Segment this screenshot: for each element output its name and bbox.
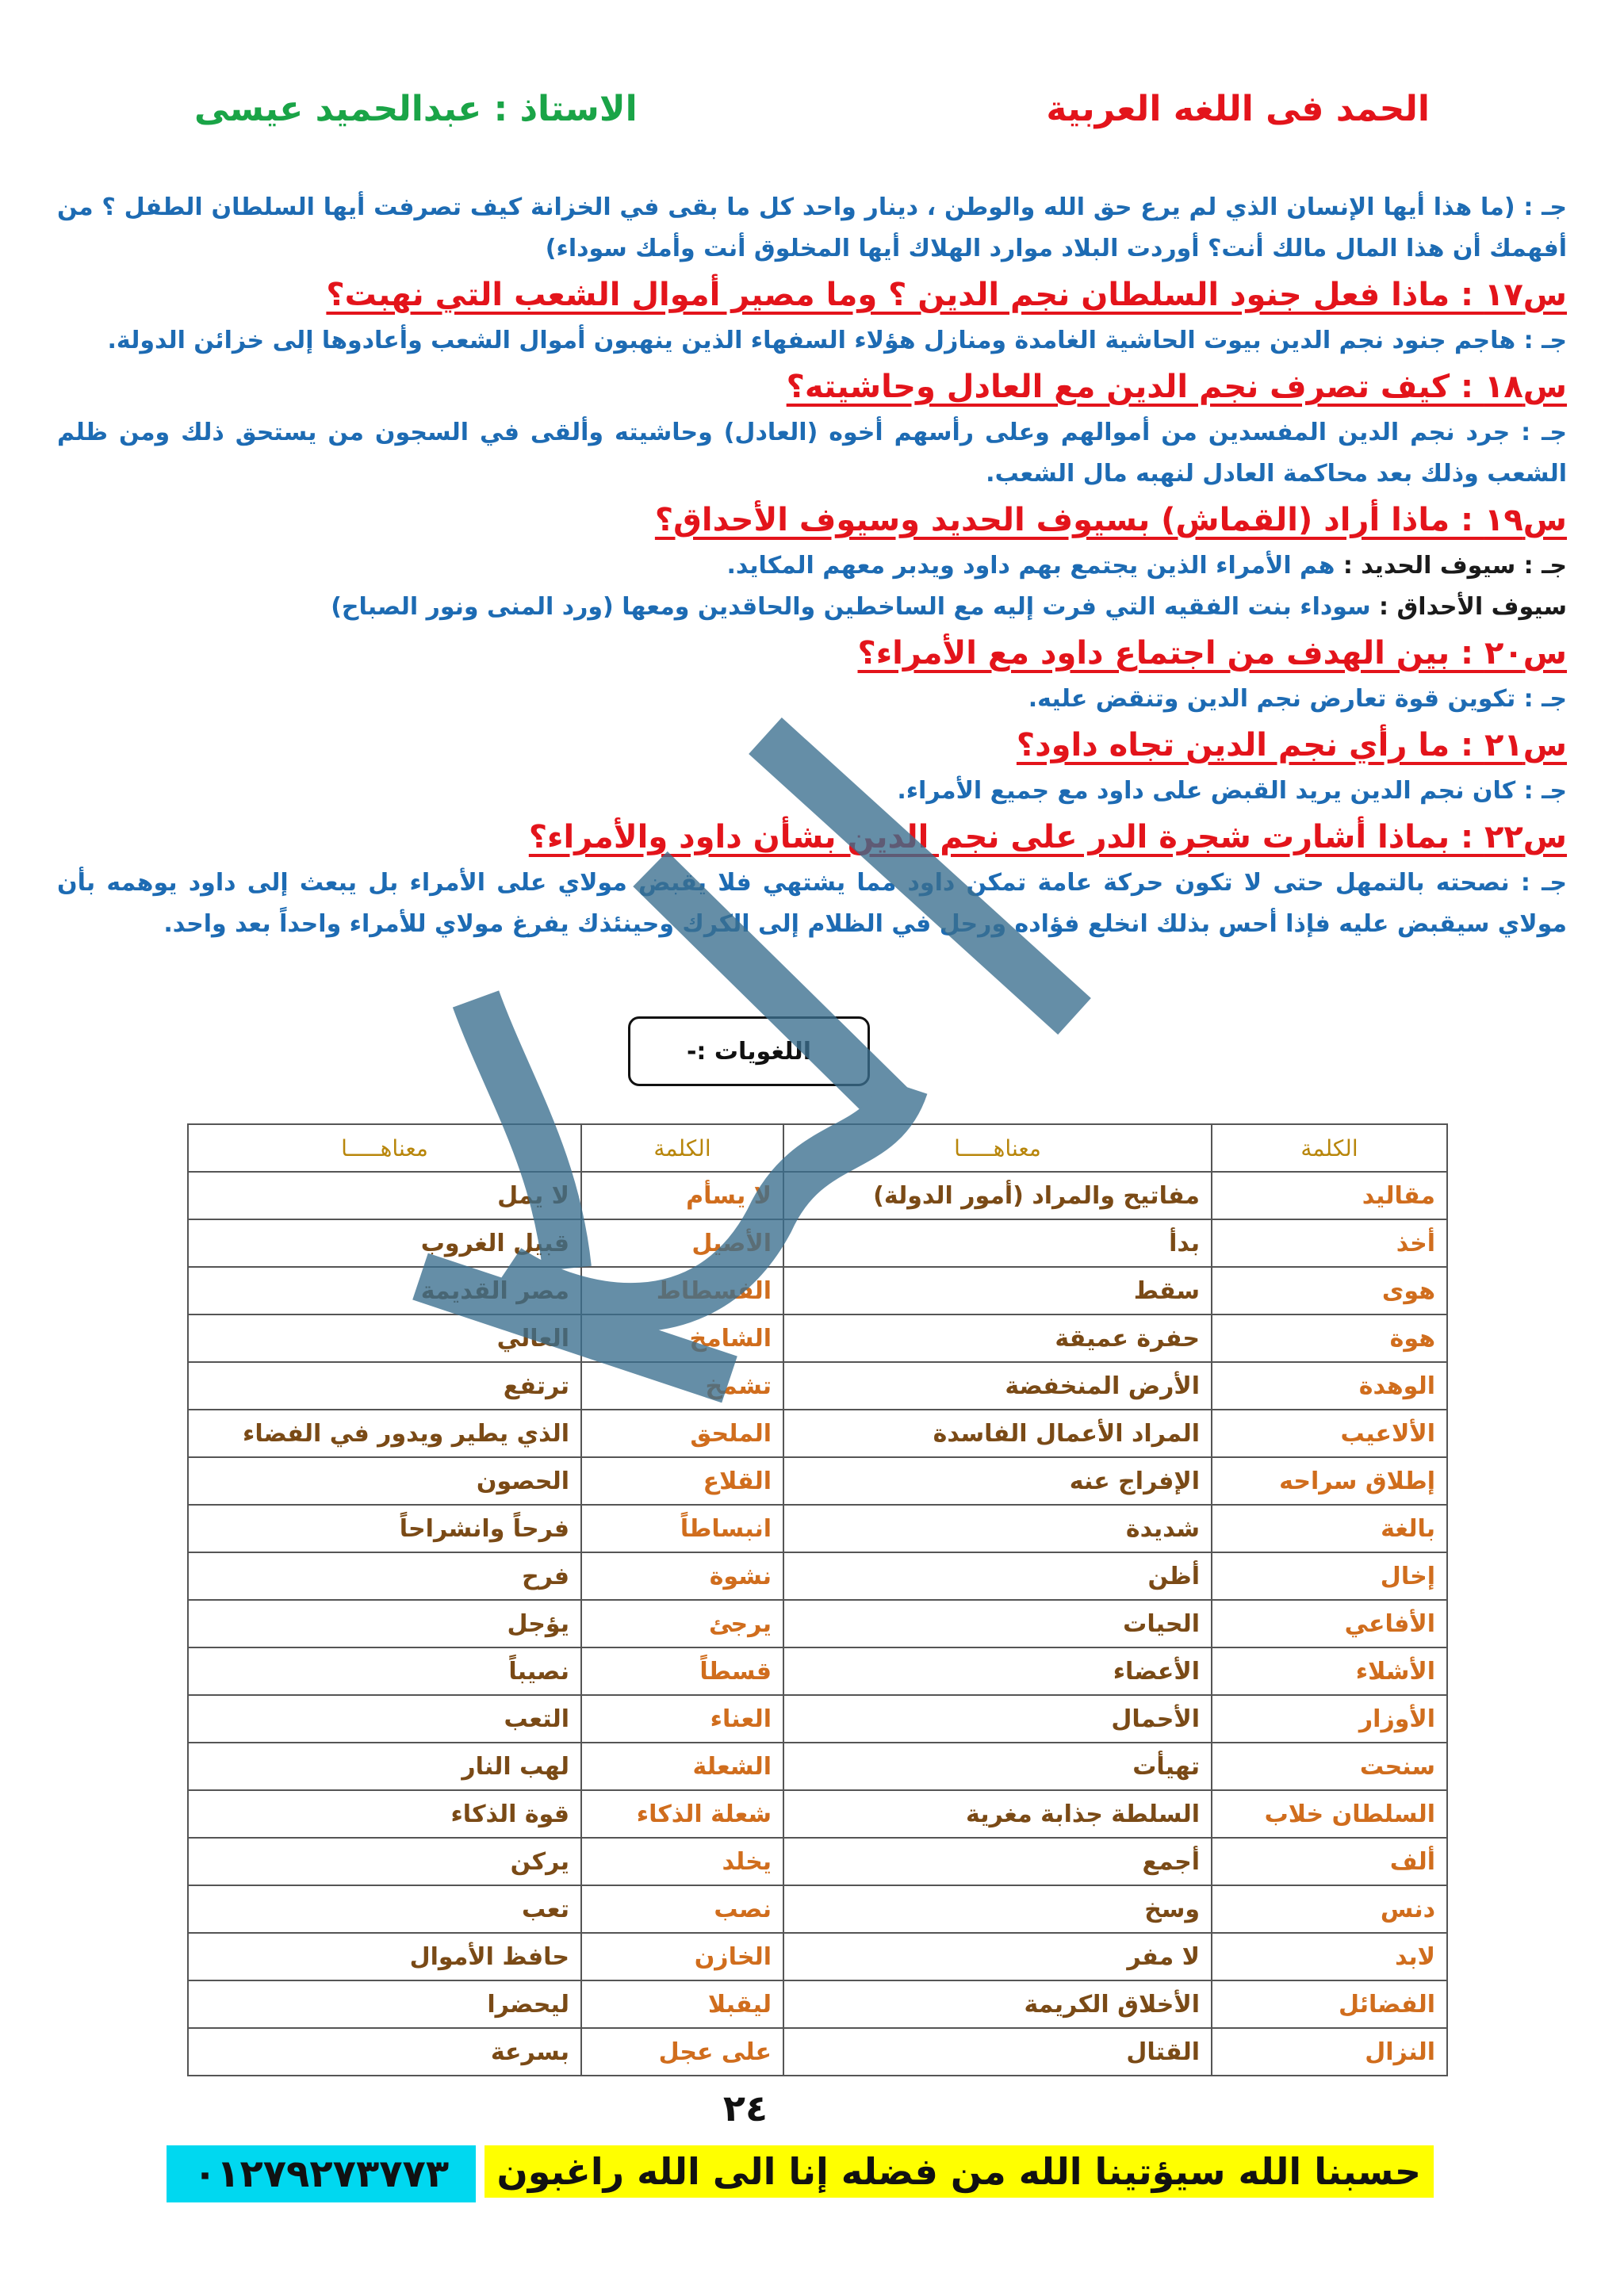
vocab-header-word-2: الكلمة — [581, 1124, 783, 1172]
vocab-meaning: حافظ الأموال — [188, 1933, 581, 1980]
intro-answer: جـ : (ما هذا أيها الإنسان الذي لم يرع حق الله والوطن ، دينار واحد كل ما بقى في الخزانة كيف تصرفت أيها السلطان الطفل ؟ من أفهمك أن هذا المال مالك أنت؟ أوردت البلاد موارد الهلاك أيها المخلوق أنت وأمك سوداء) — [57, 193, 1567, 262]
answer-19-label-1: جـ : سيوف الحديد : — [1342, 552, 1567, 580]
vocab-word: إطلاق سراحه — [1212, 1457, 1447, 1505]
table-row — [188, 1647, 1447, 1695]
vocab-meaning: تهيأت — [783, 1743, 1212, 1790]
answer-18: جـ : جرد نجم الدين المفسدين من أموالهم وعلى رأسهم أخوه (العادل) وحاشيته وألقى في السجون من يستحق ذلك ومن ظلم الشعب وذلك بعد محاكمة العادل لنهبه مال الشعب. — [57, 419, 1567, 488]
vocab-meaning: مصر القديمة — [188, 1267, 581, 1314]
vocab-meaning: أظن — [783, 1552, 1212, 1600]
answer-22: جـ : نصحته بالتمهل حتى لا تكون حركة عامة تمكن داود مما يشتهي فلا يقبض مولاي على الأمراء بل يبعث إلى داود يوهمه بأن مولاي سيقبض عليه فإذا أحس بذلك انخلع فؤاده ورحل في الظلام إلى الكرك وحينئذك يفرغ مولاي للأمراء واحداً بعد واحد. — [57, 869, 1567, 938]
table-row — [188, 1219, 1447, 1267]
vocab-word: الألاعيب — [1212, 1410, 1447, 1457]
vocab-word: نشوة — [581, 1552, 783, 1600]
vocab-word: الأوزار — [1212, 1695, 1447, 1743]
table-row — [188, 1933, 1447, 1980]
question-20: س٢٠ : بين الهدف من اجتماع داود مع الأمراء؟ — [857, 635, 1567, 672]
vocab-word: مقاليد — [1212, 1172, 1447, 1219]
answer-20: جـ : تكوين قوة تعارض نجم الدين وتنقض عليه. — [1028, 685, 1567, 713]
table-row — [188, 1600, 1447, 1647]
vocab-word: الملحق — [581, 1410, 783, 1457]
vocab-word: يخلد — [581, 1838, 783, 1885]
vocab-meaning: مفاتيح والمراد (أمور الدولة) — [783, 1172, 1212, 1219]
vocab-word: الأفاعي — [1212, 1600, 1447, 1647]
vocab-meaning: العالي — [188, 1314, 581, 1362]
vocab-word: الوهدة — [1212, 1362, 1447, 1410]
vocab-body — [188, 1172, 1447, 2076]
vocab-word: لابد — [1212, 1933, 1447, 1980]
footer-prayer: حسبنا الله سيؤتينا الله من فضله إنا الى الله راغبون — [485, 2145, 1434, 2198]
vocab-meaning: التعب — [188, 1695, 581, 1743]
vocab-header-meaning-1: معناهـــــا — [783, 1124, 1212, 1172]
qa-section — [57, 187, 1567, 945]
vocab-meaning: نصيباً — [188, 1647, 581, 1695]
vocab-meaning: السلطة جذابة مغرية — [783, 1790, 1212, 1838]
vocab-word: الخازن — [581, 1933, 783, 1980]
answer-19-label-2: سيوف الأحداق : — [1379, 593, 1567, 621]
vocab-header-word-1: الكلمة — [1212, 1124, 1447, 1172]
vocab-word: الفسطاط — [581, 1267, 783, 1314]
vocab-word: بالغة — [1212, 1505, 1447, 1552]
table-row — [188, 1505, 1447, 1552]
vocab-word: النزال — [1212, 2028, 1447, 2076]
vocab-meaning: المراد الأعمال الفاسدة — [783, 1410, 1212, 1457]
question-22: س٢٢ : بماذا أشارت شجرة الدر على نجم الدين بشأن داود والأمراء؟ — [528, 819, 1567, 855]
vocab-word: نصب — [581, 1885, 783, 1933]
vocab-word: دنس — [1212, 1885, 1447, 1933]
vocab-meaning: لا يمل — [188, 1172, 581, 1219]
page-title: الحمد فى اللغه العربية — [1046, 89, 1430, 129]
vocab-meaning: سقط — [783, 1267, 1212, 1314]
footer-phone: ٠١٢٧٩٢٧٣٧٧٣ — [167, 2145, 476, 2202]
vocab-meaning: ليحضرا — [188, 1980, 581, 2028]
vocab-meaning: ترتفع — [188, 1362, 581, 1410]
vocab-meaning: الذي يطير ويدور في الفضاء — [188, 1410, 581, 1457]
vocab-word: السلطان خلاب — [1212, 1790, 1447, 1838]
teacher-name: الاستاذ : عبدالحميد عيسى — [194, 89, 638, 129]
vocab-table — [187, 1123, 1448, 2076]
question-18: س١٨ : كيف تصرف نجم الدين مع العادل وحاشيته؟ — [786, 369, 1567, 405]
table-row — [188, 1695, 1447, 1743]
vocab-title-box: اللغويات :- — [628, 1016, 870, 1086]
vocab-meaning: الأحمال — [783, 1695, 1212, 1743]
vocab-meaning: لا مفر — [783, 1933, 1212, 1980]
table-row — [188, 2028, 1447, 2076]
vocab-meaning: شديدة — [783, 1505, 1212, 1552]
question-21: س٢١ : ما رأي نجم الدين تجاه داود؟ — [1016, 727, 1567, 763]
answer-21: جـ : كان نجم الدين يريد القبض على داود مع جميع الأمراء. — [897, 777, 1567, 805]
table-row — [188, 1172, 1447, 1219]
vocab-meaning: بدأ — [783, 1219, 1212, 1267]
vocab-meaning: قوة الذكاء — [188, 1790, 581, 1838]
vocab-meaning: حفرة عميقة — [783, 1314, 1212, 1362]
vocab-word: على عجل — [581, 2028, 783, 2076]
vocab-meaning: الأعضاء — [783, 1647, 1212, 1695]
answer-19-eye-swords — [57, 587, 1567, 628]
question-19: س١٩ : ماذا أراد (القماش) بسيوف الحديد وسيوف الأحداق؟ — [654, 502, 1567, 538]
vocab-meaning: الإفراج عنه — [783, 1457, 1212, 1505]
vocab-word: هوة — [1212, 1314, 1447, 1362]
vocab-meaning: تعب — [188, 1885, 581, 1933]
answer-19-iron-swords — [57, 545, 1567, 587]
vocab-word: انبساطاً — [581, 1505, 783, 1552]
vocab-word: شعلة الذكاء — [581, 1790, 783, 1838]
vocab-word: يرجئ — [581, 1600, 783, 1647]
vocab-header-meaning-2: معناهـــــا — [188, 1124, 581, 1172]
vocab-word: تشمخ — [581, 1362, 783, 1410]
table-row — [188, 1410, 1447, 1457]
table-row — [188, 1980, 1447, 2028]
answer-19-text-2: سوداء بنت الفقيه التي فرت إليه مع الساخطين والحاقدين ومعها (ورد المنى ونور الصباح) — [331, 593, 1371, 621]
table-row — [188, 1314, 1447, 1362]
vocab-word: هوى — [1212, 1267, 1447, 1314]
page-number: ٢٤ — [722, 2087, 768, 2130]
vocab-word: الفضائل — [1212, 1980, 1447, 2028]
vocab-meaning: لهب النار — [188, 1743, 581, 1790]
vocab-meaning: فرح — [188, 1552, 581, 1600]
vocab-word: ألف — [1212, 1838, 1447, 1885]
vocab-word: الأشلاء — [1212, 1647, 1447, 1695]
vocab-meaning: القتال — [783, 2028, 1212, 2076]
question-17: س١٧ : ماذا فعل جنود السلطان نجم الدين ؟ وما مصير أموال الشعب التي نهبت؟ — [326, 277, 1567, 313]
vocab-word: الأصيل — [581, 1219, 783, 1267]
vocab-meaning: فرحاً وانشراحاً — [188, 1505, 581, 1552]
vocab-word: قسطاً — [581, 1647, 783, 1695]
table-row — [188, 1838, 1447, 1885]
vocab-meaning: يركن — [188, 1838, 581, 1885]
table-row — [188, 1790, 1447, 1838]
vocab-word: ليقبلا — [581, 1980, 783, 2028]
vocab-word: الشعلة — [581, 1743, 783, 1790]
table-row — [188, 1885, 1447, 1933]
vocab-word: سنحت — [1212, 1743, 1447, 1790]
vocab-meaning: وسخ — [783, 1885, 1212, 1933]
vocab-word: العناء — [581, 1695, 783, 1743]
vocab-meaning: الحصون — [188, 1457, 581, 1505]
table-row — [188, 1362, 1447, 1410]
vocab-meaning: يؤجل — [188, 1600, 581, 1647]
vocab-meaning: الأرض المنخفضة — [783, 1362, 1212, 1410]
vocab-word: لا يسأم — [581, 1172, 783, 1219]
vocab-meaning: أجمع — [783, 1838, 1212, 1885]
answer-19-text-1: هم الأمراء الذين يجتمع بهم داود ويدبر معهم المكايد. — [726, 552, 1335, 580]
table-row — [188, 1267, 1447, 1314]
table-row — [188, 1552, 1447, 1600]
vocab-meaning: بسرعة — [188, 2028, 581, 2076]
vocab-word: القلاع — [581, 1457, 783, 1505]
vocab-meaning: الحيات — [783, 1600, 1212, 1647]
vocab-header-row — [188, 1124, 1447, 1172]
vocab-meaning: الأخلاق الكريمة — [783, 1980, 1212, 2028]
table-row — [188, 1743, 1447, 1790]
vocab-word: إخال — [1212, 1552, 1447, 1600]
table-row — [188, 1457, 1447, 1505]
vocab-word: الشامخ — [581, 1314, 783, 1362]
vocab-word: أخذ — [1212, 1219, 1447, 1267]
vocab-meaning: قبيل الغروب — [188, 1219, 581, 1267]
answer-17: جـ : هاجم جنود نجم الدين بيوت الحاشية الغامدة ومنازل هؤلاء السفهاء الذين ينهبون أموال الشعب وأعادوها إلى خزائن الدولة. — [107, 327, 1567, 354]
